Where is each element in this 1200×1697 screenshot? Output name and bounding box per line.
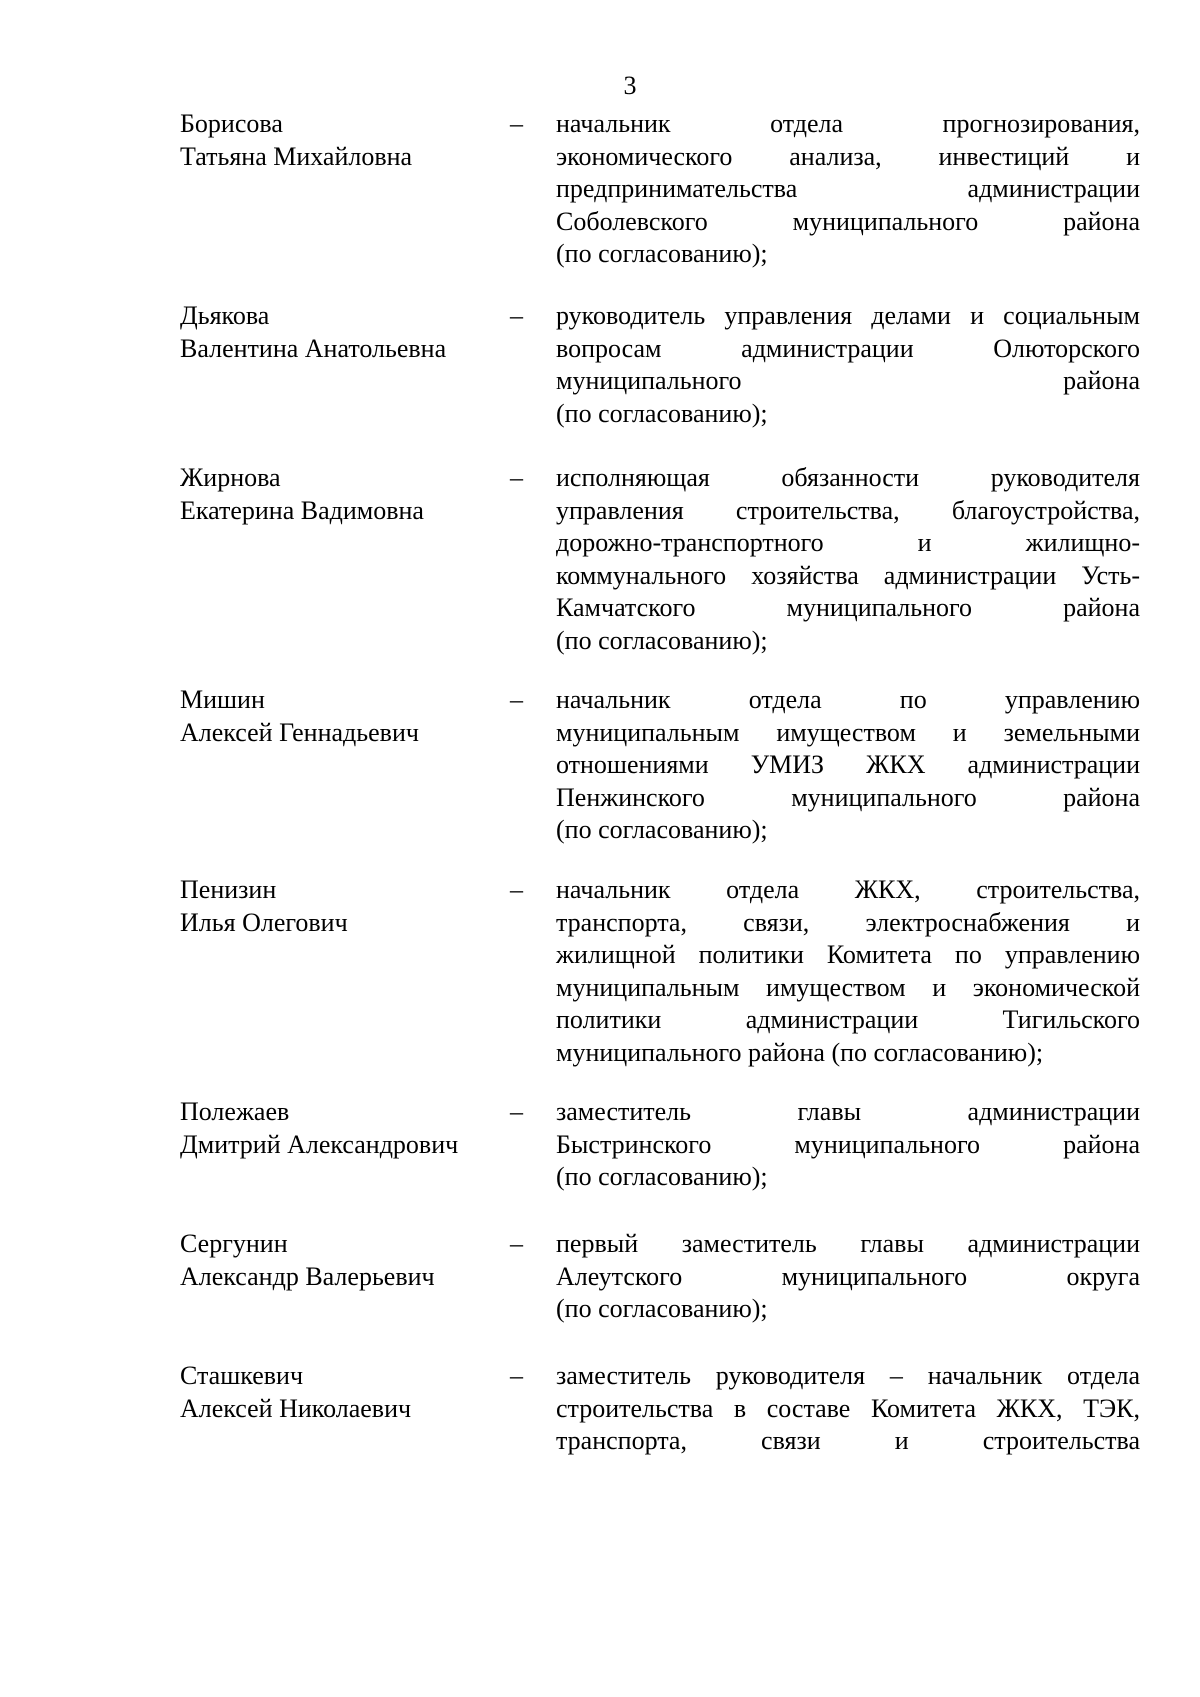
member-name (180, 108, 510, 173)
position-text-line: заместитель руководителя – начальник отдела (556, 1361, 1140, 1390)
position-text-line: жилищной политики Комитета по управлению (556, 940, 1140, 969)
member-name (180, 874, 510, 939)
member-name (180, 1360, 510, 1425)
position-text-line: Быстринского муниципального района (556, 1129, 1140, 1159)
page-number: 3 (623, 71, 637, 100)
position-text-line: строительства в составе Комитета ЖКХ, ТЭК, (556, 1393, 1140, 1423)
member-name (180, 1228, 510, 1293)
position-text-line: отношениями УМИЗ ЖКХ администрации (556, 750, 1140, 779)
member-position (556, 462, 1140, 657)
position-text-line: Соболевского муниципального района (556, 206, 1140, 236)
member-given-names: Илья Олегович (180, 907, 348, 937)
member-position (556, 1096, 1140, 1194)
separator-dash: – (510, 301, 523, 330)
position-text-line: политики администрации Тигильского (556, 1005, 1140, 1034)
member-name (180, 684, 510, 749)
member-name (180, 300, 510, 365)
member-surname: Сергунин (180, 1229, 288, 1258)
position-text-line: муниципальным имуществом и экономической (556, 972, 1140, 1002)
position-text-line: Алеутского муниципального округа (556, 1261, 1140, 1291)
member-given-names: Валентина Анатольевна (180, 333, 447, 363)
member-given-names: Екатерина Вадимовна (180, 495, 424, 525)
member-given-names: Александр Валерьевич (180, 1261, 435, 1291)
position-text-line: Камчатского муниципального района (556, 593, 1140, 622)
member-name (180, 462, 510, 527)
position-text-line: коммунального хозяйства администрации Усть- (556, 560, 1140, 590)
position-text-line: дорожно-транспортного и жилищно- (556, 528, 1140, 557)
member-given-names: Татьяна Михайловна (180, 141, 413, 171)
position-text-line: (по согласованию); (556, 239, 768, 268)
position-text-line: предпринимательства администрации (556, 174, 1140, 203)
member-given-names: Дмитрий Александрович (180, 1129, 459, 1159)
member-surname: Пенизин (180, 875, 277, 904)
position-text-line: Пенжинского муниципального района (556, 782, 1140, 812)
member-surname: Борисова (180, 109, 283, 138)
position-text-line: управления строительства, благоустройства, (556, 495, 1140, 525)
position-text-line: начальник отдела по управлению (556, 685, 1140, 714)
position-text-line: (по согласованию); (556, 398, 768, 428)
separator-dash: – (510, 685, 523, 714)
separator-dash: – (510, 1229, 523, 1258)
member-position (556, 1228, 1140, 1326)
separator-dash: – (510, 109, 523, 138)
position-text-line: транспорта, связи и строительства (556, 1426, 1140, 1455)
position-text-line: начальник отдела ЖКХ, строительства, (556, 875, 1140, 904)
member-given-names: Алексей Геннадьевич (180, 717, 419, 747)
position-text-line: вопросам администрации Олюторского (556, 333, 1140, 363)
position-text-line: транспорта, связи, электроснабжения и (556, 907, 1140, 937)
separator-dash: – (510, 875, 523, 904)
separator-dash: – (510, 463, 523, 492)
position-text-line: заместитель главы администрации (556, 1097, 1140, 1126)
member-surname: Дьякова (180, 301, 270, 330)
position-text-line: экономического анализа, инвестиций и (556, 141, 1140, 171)
position-text-line: начальник отдела прогнозирования, (556, 109, 1140, 138)
position-text-line: (по согласованию); (556, 815, 768, 844)
member-surname: Полежаев (180, 1097, 290, 1126)
member-position (556, 684, 1140, 847)
position-text-line: (по согласованию); (556, 1294, 768, 1323)
member-name (180, 1096, 510, 1161)
member-position (556, 874, 1140, 1069)
position-text-line: руководитель управления делами и социальным (556, 301, 1140, 330)
position-text-line: (по согласованию); (556, 625, 768, 655)
member-position (556, 108, 1140, 271)
position-text-line: муниципальным имуществом и земельными (556, 717, 1140, 747)
position-text-line: исполняющая обязанности руководителя (556, 463, 1140, 492)
position-text-line: первый заместитель главы администрации (556, 1229, 1140, 1258)
position-text-line: (по согласованию); (556, 1162, 768, 1191)
member-position (556, 1360, 1140, 1458)
member-position (556, 300, 1140, 430)
member-given-names: Алексей Николаевич (180, 1393, 412, 1423)
member-surname: Мишин (180, 685, 265, 714)
separator-dash: – (510, 1361, 523, 1390)
position-text-line: муниципального района (по согласованию); (556, 1037, 1044, 1067)
member-surname: Сташкевич (180, 1361, 304, 1390)
position-text-line: муниципального района (556, 366, 1140, 395)
separator-dash: – (510, 1097, 523, 1126)
member-surname: Жирнова (180, 463, 281, 492)
